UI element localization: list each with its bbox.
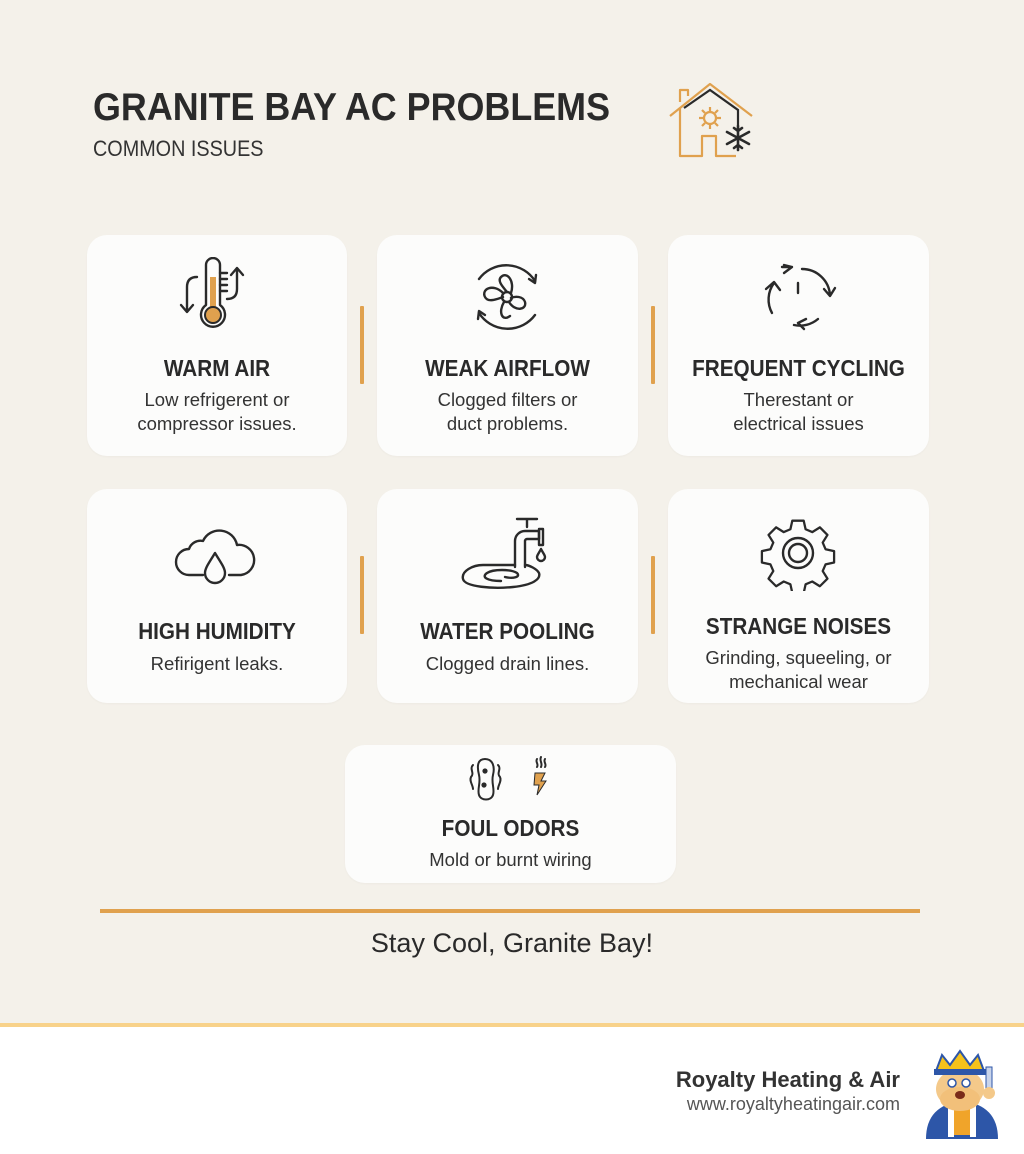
issue-desc-line1: Refirigent leaks. <box>150 653 284 674</box>
brand-name: Royalty Heating & Air <box>675 1067 900 1092</box>
issue-desc-line1: Therestant or <box>743 389 854 410</box>
issue-card-strange-noises <box>668 489 929 703</box>
issue-card-water-pooling <box>377 489 638 703</box>
issue-desc-line1: Mold or burnt wiring <box>429 849 592 870</box>
issue-desc-line2: mechanical wear <box>729 671 868 692</box>
issue-title: STRANGE NOISES <box>705 613 892 639</box>
divider <box>360 306 364 384</box>
issue-desc-line1: Clogged drain lines. <box>425 653 590 674</box>
header <box>93 86 655 162</box>
issue-title: HIGH HUMIDITY <box>138 618 296 644</box>
issue-desc-line1: Clogged filters or <box>437 389 578 410</box>
issue-card-foul-odors <box>345 745 676 883</box>
issue-desc-line2: duct problems. <box>446 413 569 434</box>
page-title: GRANITE BAY AC PROBLEMS <box>93 86 611 129</box>
house-sun-snowflake-icon <box>666 78 756 162</box>
divider <box>651 306 655 384</box>
tagline: Stay Cool, Granite Bay! <box>370 928 654 958</box>
brand-url[interactable]: www.royaltyheatingair.com <box>686 1094 900 1114</box>
issue-title: WARM AIR <box>163 355 271 381</box>
gear-icon <box>760 515 836 591</box>
issue-desc-line1: Low refrigerent or <box>144 389 290 410</box>
odor-burnt-wire-icon <box>463 755 559 803</box>
footer <box>0 1023 1024 1154</box>
issue-card-high-humidity <box>87 489 347 703</box>
issue-desc-line1: Grinding, squeeling, or <box>705 647 892 668</box>
issue-title: WEAK AIRFLOW <box>425 355 590 381</box>
divider <box>360 556 364 634</box>
thermometer-icon <box>169 257 265 337</box>
issue-desc-line2: electrical issues <box>733 413 864 434</box>
issue-card-warm-air <box>87 235 347 456</box>
cycle-arrows-icon <box>756 259 840 335</box>
faucet-puddle-icon <box>457 515 557 595</box>
divider <box>651 556 655 634</box>
cloud-drop-icon <box>173 523 261 591</box>
page-subtitle: COMMON ISSUES <box>93 136 264 161</box>
issue-title: FREQUENT CYCLING <box>692 355 905 381</box>
divider-line <box>100 909 920 913</box>
fan-icon <box>465 257 549 337</box>
issue-desc-line2: compressor issues. <box>137 413 297 434</box>
issue-card-weak-airflow <box>377 235 638 456</box>
issue-title: FOUL ODORS <box>441 815 580 841</box>
king-mascot-icon <box>918 1049 1006 1139</box>
issue-card-frequent-cycling <box>668 235 929 456</box>
issue-title: WATER POOLING <box>420 618 595 644</box>
